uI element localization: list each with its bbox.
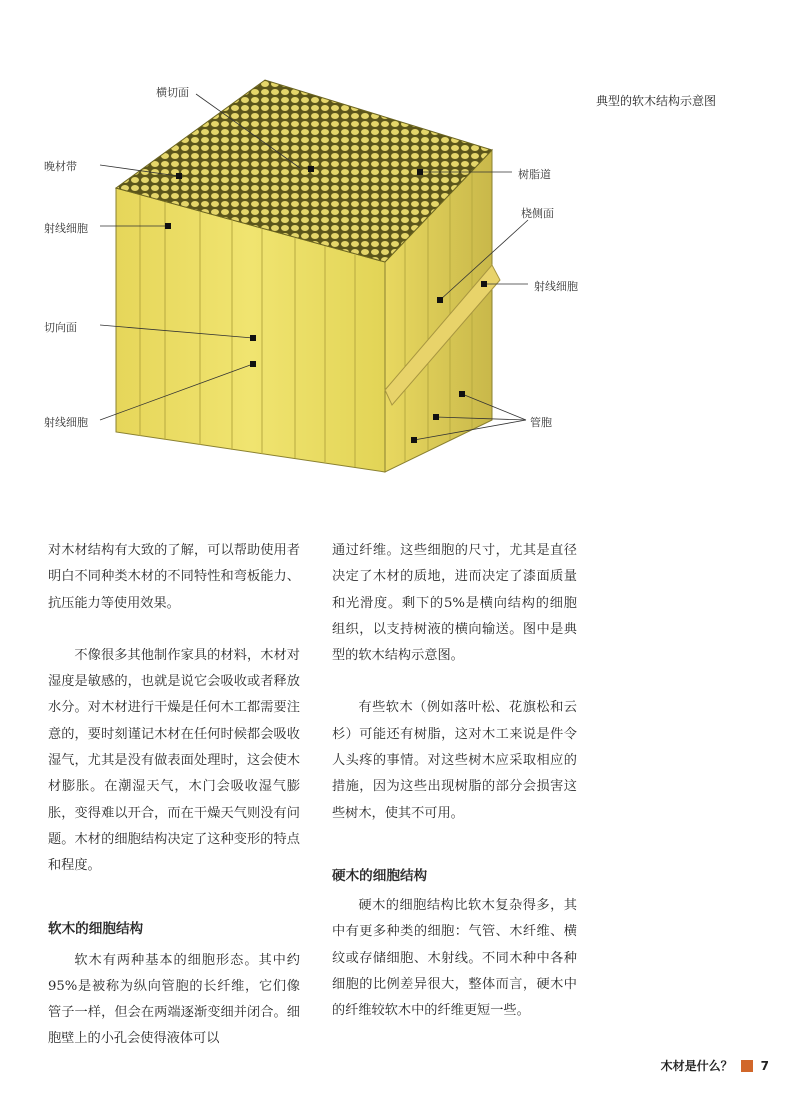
label-ray-cell-1: 射线细胞 (44, 222, 88, 235)
label-ray-cell-3: 射线细胞 (534, 280, 578, 293)
label-cross-section: 横切面 (156, 86, 189, 99)
footer-square-icon (741, 1060, 753, 1072)
right-paragraph-3: 硬木的细胞结构比软木复杂得多，其中有更多种类的细胞：气管、木纤维、横纹或存储细胞、木射线。不同木种中各种细胞的比例差异很大，整体而言，硬木中的纤维较软木中的纤维更短一些。 (332, 897, 577, 1019)
left-paragraph-2: 不像很多其他制作家具的材料，木材对湿度是敏感的，也就是说它会吸收或者释放水分。对木材进行干燥是任何木工都需要注意的，要时刻谨记木材在任何时候都会吸收湿气，尤其是没有做表面处理时，这会使木材膨胀。在潮湿天气，木门会吸收湿气膨胀，变得难以开合，而在干燥天气则没有问题。木材的细胞结构决定了这种变形的特点和程度。 (48, 647, 300, 874)
left-column (48, 538, 300, 1053)
label-ray-cell-2: 射线细胞 (44, 416, 88, 429)
left-paragraph-1: 对木材结构有大致的了解，可以帮助使用者明白不同种类木材的不同特性和弯板能力、抗压能力等使用效果。 (48, 543, 300, 611)
heading-softwood: 软木的细胞结构 (48, 920, 144, 937)
page-footer (661, 1057, 769, 1074)
figure-title: 典型的软木结构示意图 (596, 94, 717, 108)
softwood-structure-figure (0, 0, 799, 520)
wood-block-illustration (0, 0, 799, 520)
left-paragraph-3: 软木有两种基本的细胞形态。其中约95%是被称为纵向管胞的长纤维，它们像管子一样，但会在两端逐渐变细并闭合。细胞壁上的小孔会使得液体可以 (48, 952, 300, 1047)
right-paragraph-2: 有些软木（例如落叶松、花旗松和云杉）可能还有树脂，这对木工来说是件令人头疼的事情。对这些树木应采取相应的措施，因为这些出现树脂的部分会损害这些树木，使其不可用。 (332, 700, 577, 821)
heading-hardwood: 硬木的细胞结构 (332, 867, 428, 884)
label-tracheid: 管胞 (530, 416, 552, 429)
label-radial: 桡侧面 (521, 207, 554, 220)
label-resin-canal: 树脂道 (518, 168, 551, 181)
footer-section-title: 木材是什么？ (660, 1059, 733, 1073)
label-tangential: 切向面 (44, 321, 77, 334)
right-paragraph-1: 通过纤维。这些细胞的尺寸，尤其是直径决定了木材的质地，进而决定了漆面质量和光滑度。剩下的5%是横向结构的细胞组织，以支持树液的横向输送。图中是典型的软木结构示意图。 (332, 543, 577, 664)
right-column (332, 538, 577, 1024)
page-number: 7 (760, 1058, 769, 1073)
label-latewood: 晚材带 (44, 160, 77, 173)
